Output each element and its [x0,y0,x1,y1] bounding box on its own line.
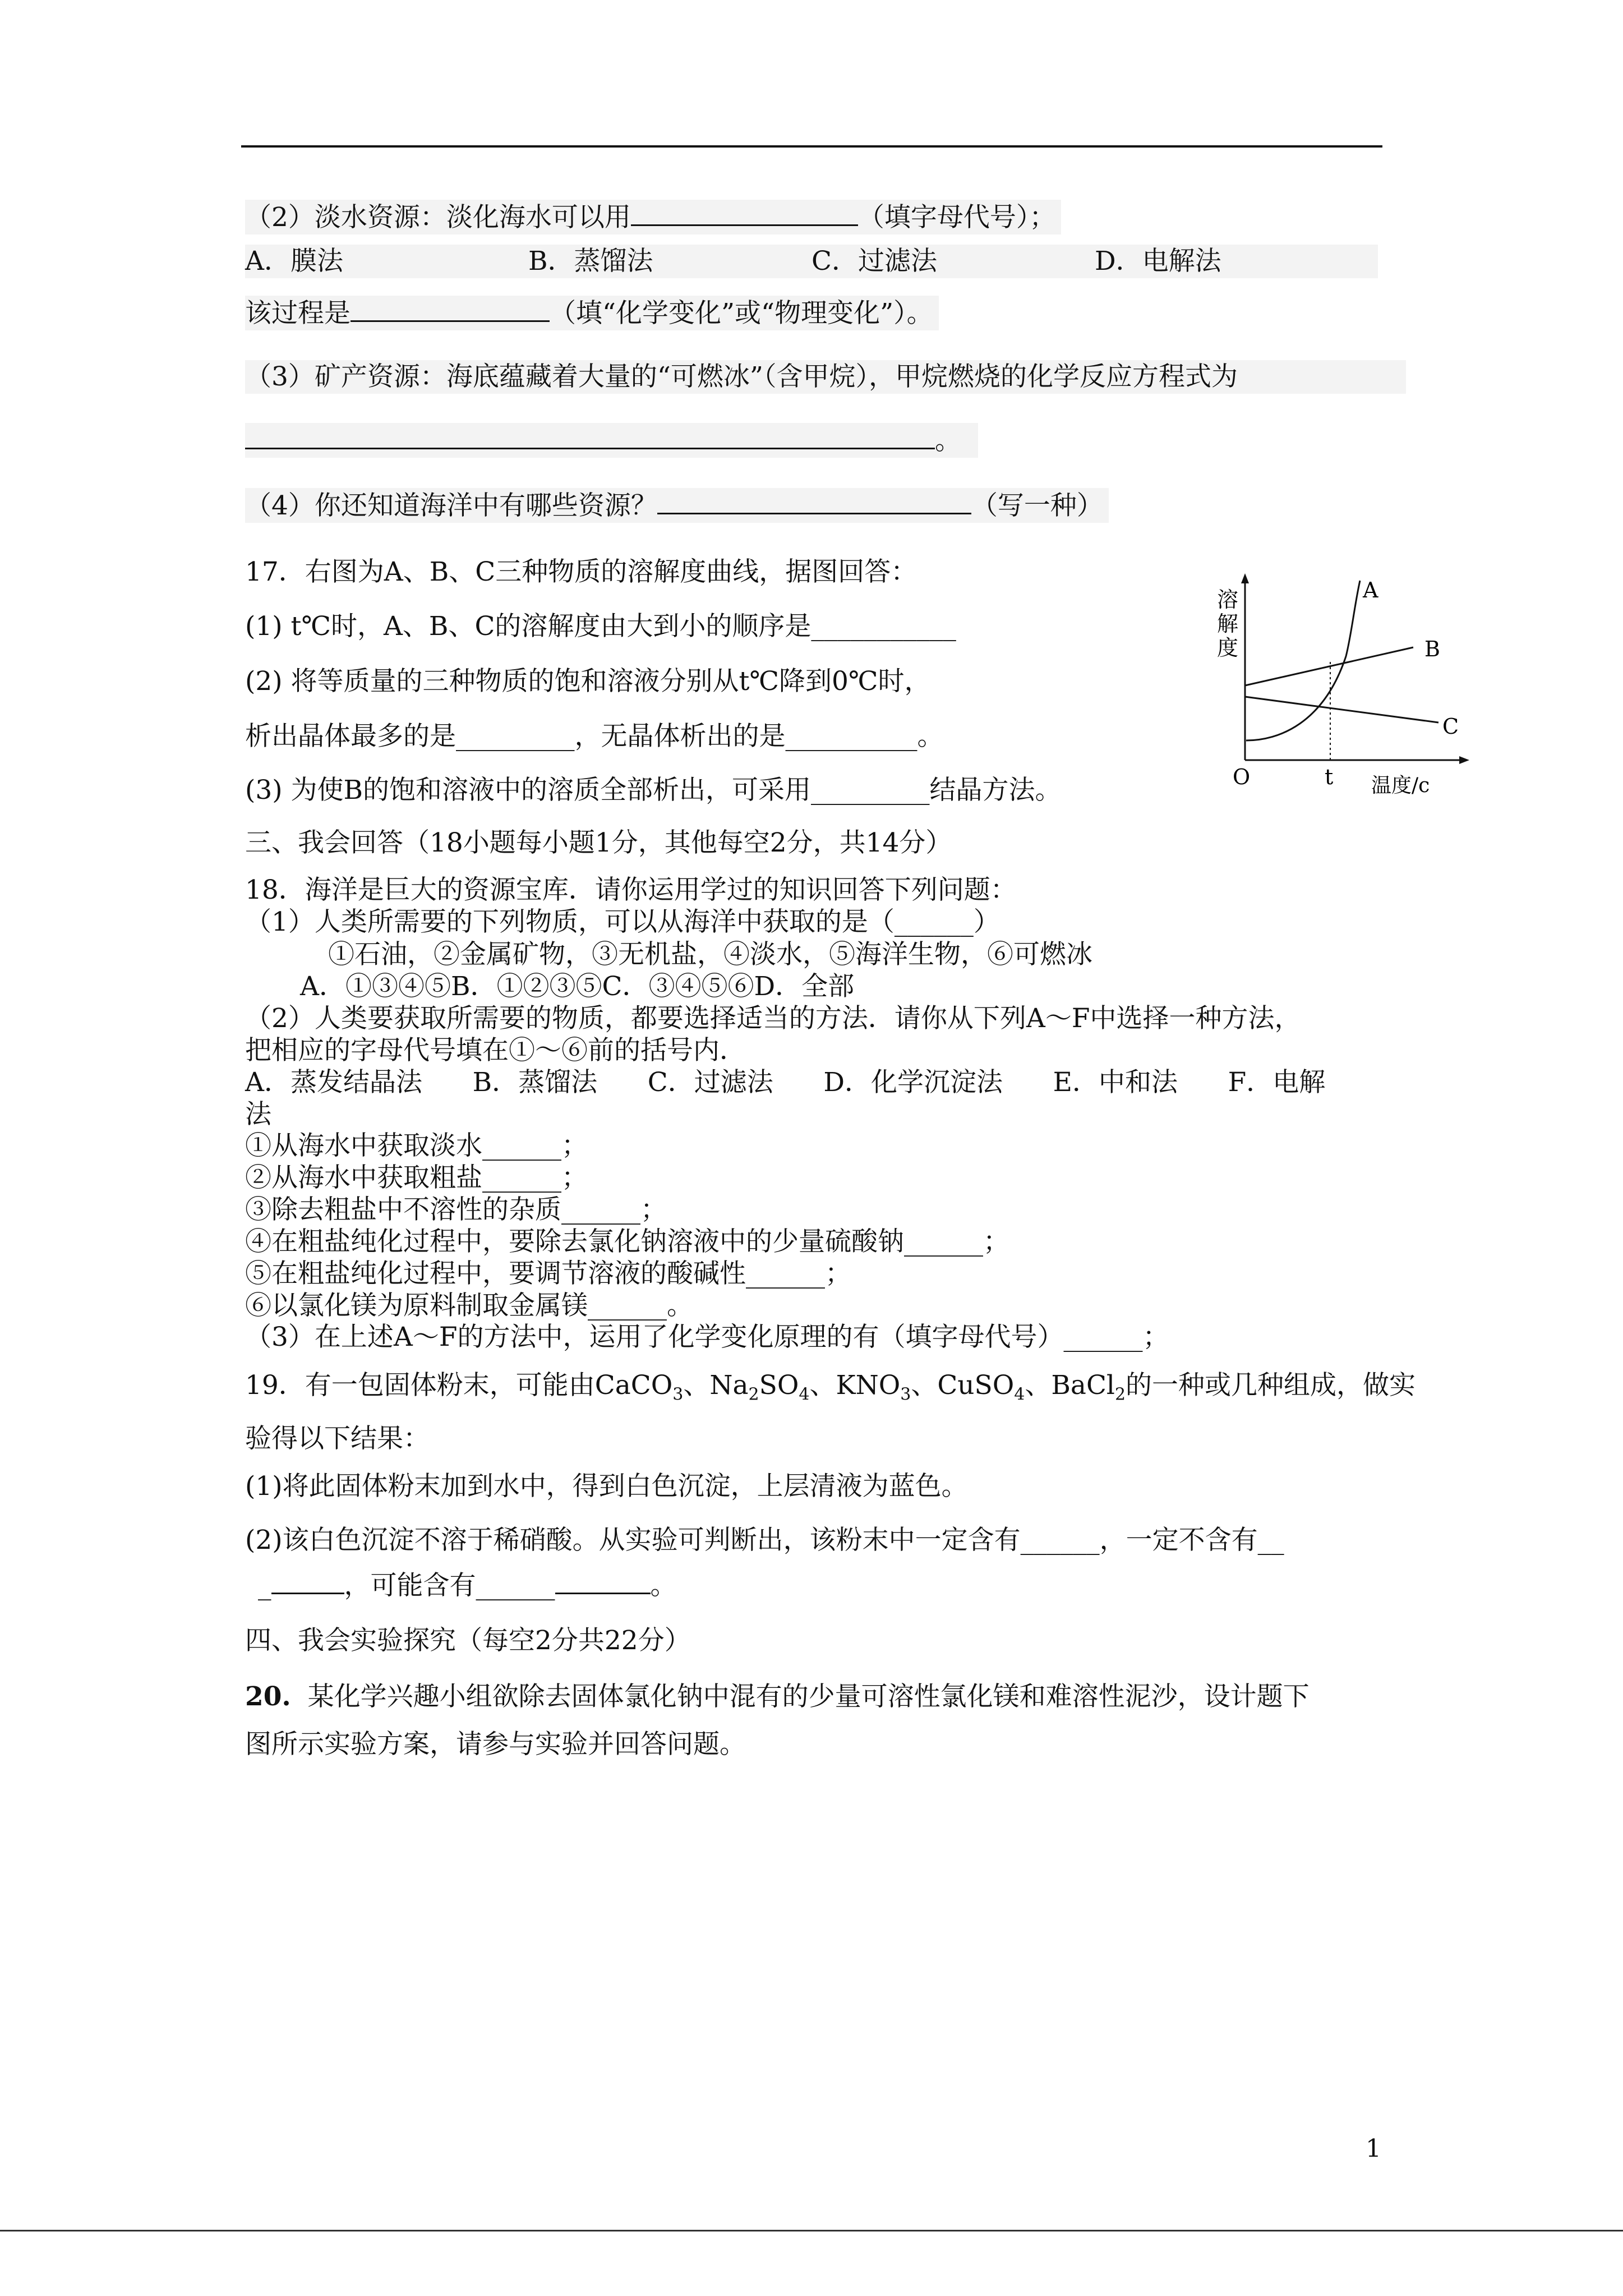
answer-blank[interactable] [245,423,935,449]
q18-part1-items: ①石油，②金属矿物，③无机盐，④淡水，⑤海洋生物，⑥可燃冰 [328,939,1092,970]
option-c: C．过滤法 [811,246,937,277]
series-b-line [1245,647,1413,685]
q16-part3: （3）矿产资源：海底蕴藏着大量的“可燃冰”（含甲烷），甲烷燃烧的化学反应方程式为 [245,360,1406,394]
series-a-curve [1246,581,1360,740]
q16-options [245,245,1378,278]
footer-rule [0,2230,1623,2231]
answer-blank[interactable] [657,488,971,514]
xlabel: 温度/c [1371,774,1430,797]
q17-sub2b: 析出晶体最多的是_________，无晶体析出的是__________。 [245,721,944,752]
answer-blank[interactable] [555,1568,651,1594]
q18-item: ①从海水中获取淡水______； [245,1130,588,1161]
q18-part2-b: 把相应的字母代号填在①～⑥前的括号内． [245,1035,746,1066]
series-b-label: B [1424,637,1440,661]
series-a-label: A [1363,578,1378,602]
q16-process: 该过程是 （填“化学变化”或“物理变化”）。 [245,296,939,330]
q19-result-1: (1)将此固体粉末加到水中，得到白色沉淀，上层清液为蓝色。 [245,1471,968,1502]
answer-blank[interactable] [271,1568,344,1594]
q19-result-2b: _ ，可能含有______ 。 [258,1568,677,1603]
option-d: D．电解法 [1095,246,1221,277]
q18-part2-a: （2）人类要获取所需要的物质，都要选择适当的方法．请你从下列A～F中选择一种方法， [245,1003,1301,1034]
ylabel-char-3: 度 [1217,636,1239,660]
origin-label: O [1233,765,1251,789]
answer-blank[interactable] [351,296,550,322]
option-b: B．蒸馏法 [528,246,653,277]
q19-result-2: (2)该白色沉淀不溶于稀硝酸。从实验可判断出，该粉末中一定含有______，一定不含有__ [245,1525,1284,1556]
q16-part4: （4）你还知道海洋中有哪些资源？ （写一种） [245,488,1109,523]
header-rule [241,145,1382,148]
q18-part2-options: A．蒸发结晶法 B．蒸馏法 C．过滤法 D．化学沉淀法 E．中和法 F．电解 [245,1067,1326,1098]
ylabel-char-1: 溶 [1217,587,1239,612]
q17-sub2: (2) 将等质量的三种物质的饱和溶液分别从t℃降到0℃时， [245,666,931,697]
answer-blank[interactable] [631,200,858,226]
q18-part1-options: A．①③④⑤B．①②③⑤C．③④⑤⑥D．全部 [300,971,855,1002]
q18-item: ②从海水中获取粗盐______； [245,1162,588,1193]
q18-item: ⑥以氯化镁为原料制取金属镁______。 [245,1290,693,1321]
q17-sub3: (3) 为使B的饱和溶液中的溶质全部析出，可采用_________结晶方法。 [245,775,1062,806]
q19-stem-2: 验得以下结果： [245,1423,430,1454]
t-tick-label: t [1325,765,1334,789]
page-number: 1 [1366,2134,1381,2163]
q18-item: ④在粗盐纯化过程中，要除去氯化钠溶液中的少量硫酸钠______； [245,1226,1009,1257]
q16-part3-answer: 。 [245,423,978,458]
q17-stem: 17．右图为A、B、C三种物质的溶解度曲线，据图回答： [245,556,917,587]
q17-sub1: (1) t℃时，A、B、C的溶解度由大到小的顺序是___________ [245,611,956,642]
q19-stem: 19．有一包固体粉末，可能由CaCO$_3$、$Na_2SO_4$、$KNO_3$、CuSO$_4$、BaCl$_2$的一种或几种组成，做实 [245,1370,1416,1405]
q18-part1: （1）人类所需要的下列物质，可以从海洋中获取的是（______） [245,907,1000,937]
q16-part2: （2）淡水资源：淡化海水可以用 （填字母代号）； [245,200,1061,234]
series-c-line [1245,697,1438,723]
solubility-chart [1200,572,1481,797]
section-4-heading: 四、我会实验探究（每空2分共22分） [245,1625,691,1656]
option-a: A．膜法 [245,246,343,277]
q18-part3: （3）在上述A～F的方法中，运用了化学变化原理的有（填字母代号）______； [245,1322,1169,1352]
q18-item: ③除去粗盐中不溶性的杂质______； [245,1194,667,1225]
x-axis-arrow [1459,756,1469,764]
q20-stem: 20. 某化学兴趣小组欲除去固体氯化钠中混有的少量可溶性氯化镁和难溶性泥沙，设计题下 [245,1681,1310,1712]
q20-stem-2: 图所示实验方案，请参与实验并回答问题。 [245,1729,746,1760]
section-3-heading: 三、我会回答（18小题每小题1分，其他每空2分，共14分） [245,827,952,858]
ylabel-char-2: 解 [1217,611,1239,636]
series-c-label: C [1442,714,1459,739]
q18-stem: 18．海洋是巨大的资源宝库．请你运用学过的知识回答下列问题： [245,875,1017,905]
q18-part2-options-tail: 法 [245,1099,271,1130]
q18-item: ⑤在粗盐纯化过程中，要调节溶液的酸碱性______； [245,1258,851,1289]
y-axis-arrow [1241,573,1249,583]
